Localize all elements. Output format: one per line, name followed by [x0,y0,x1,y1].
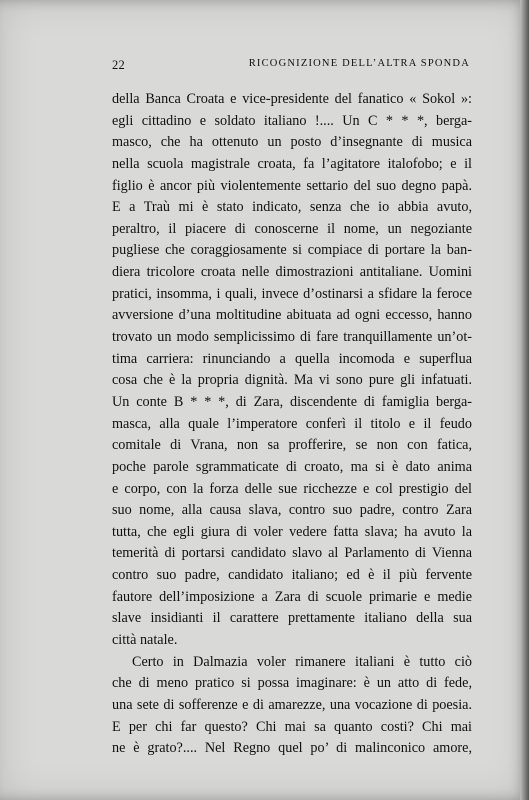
text-line: comitale di Vrana, non sa profferire, se non con fatica, [112,437,472,454]
text-line: nella scuola magistrale croata, fa l’agitatore italofobo; e il [112,155,472,172]
text-line: tima carriera: rinunciando a quella incomoda e superflua [112,350,472,367]
text-line: e corpo, con la forza delle sue ricchezze e col prestigio del [112,480,472,497]
text-line: Certo in Dalmazia voler rimanere italiani è tutto ciò [132,653,472,670]
running-head [112,58,470,76]
text-line: avversione d’una moltitudine abituata ad ogni eccesso, hanno [112,307,472,324]
text-line: slave insidianti il carattere prettamente italiano della sua [112,610,472,627]
text-line: E per chi far questo? Chi mai sa quanto costi? Chi mai [112,718,472,735]
text-line: temerità di portarsi candidato slavo al Parlamento di Vienna [112,545,472,562]
text-line: peraltro, il piacere di conoscerne il nome, un negoziante [112,220,472,237]
text-line: ne è grato?.... Nel Regno quel po’ di malinconico amore, [112,740,472,757]
page-gutter-shadow [520,0,529,800]
text-line: pratici, insomma, i quali, invece d’ostinarsi a sfidare la feroce [112,285,472,302]
paragraph-2 [112,652,472,760]
text-line: una sete di sofferenze e di amarezze, una vocazione di poesia. [112,696,472,713]
text-line: che di meno pratico si possa imaginare: è un atto di fede, [112,675,472,692]
text-line: cosa che è la propria dignità. Ma vi sono pure gli infatuati. [112,372,472,389]
paragraph-1 [112,89,472,652]
text-line: figlio è ancor più violentemente settario del suo degno papà. [112,177,472,194]
text-line: contro suo padre, candidato italiano; ed è il più fervente [112,567,472,584]
text-line: suo nome, alla causa slava, contro suo padre, contro Zara [112,502,472,519]
text-line: masca, alla quale l’imperatore conferì il titolo e il feudo [112,415,472,432]
text-line: masco, che ha ottenuto un posto d’insegnante di musica [112,134,472,151]
body-text [112,89,472,760]
running-title: RICOGNIZIONE DELL’ALTRA SPONDA [248,58,470,69]
text-line: diera tricolore croata nelle dimostrazioni antitaliane. Uomini [112,264,472,281]
text-line: tutta, che egli giura di voler vedere fatta slava; ha avuto la [112,523,472,540]
text-line: trovato un modo semplicissimo di fare tranquillamente un’ot- [112,329,472,346]
text-line: della Banca Croata e vice-presidente del fanatico « Sokol »: [112,91,472,107]
page-number: 22 [112,58,126,72]
text-line: E a Traù mi è stato indicato, senza che io abbia avuto, [112,199,472,216]
text-line: pugliese che coraggiosamente si compiace di portare la ban- [112,242,472,259]
text-line: poche parole sgrammaticate di croato, ma si è dato anima [112,458,472,475]
text-line: Un conte B * * *, di Zara, discendente di famiglia berga- [112,393,472,410]
text-line: egli cittadino e soldato italiano !.... Un C * * *, berga- [112,112,472,129]
text-line: fautore dell’imposizione a Zara di scuole primarie e medie [112,588,472,605]
text-line: città natale. [112,632,178,649]
